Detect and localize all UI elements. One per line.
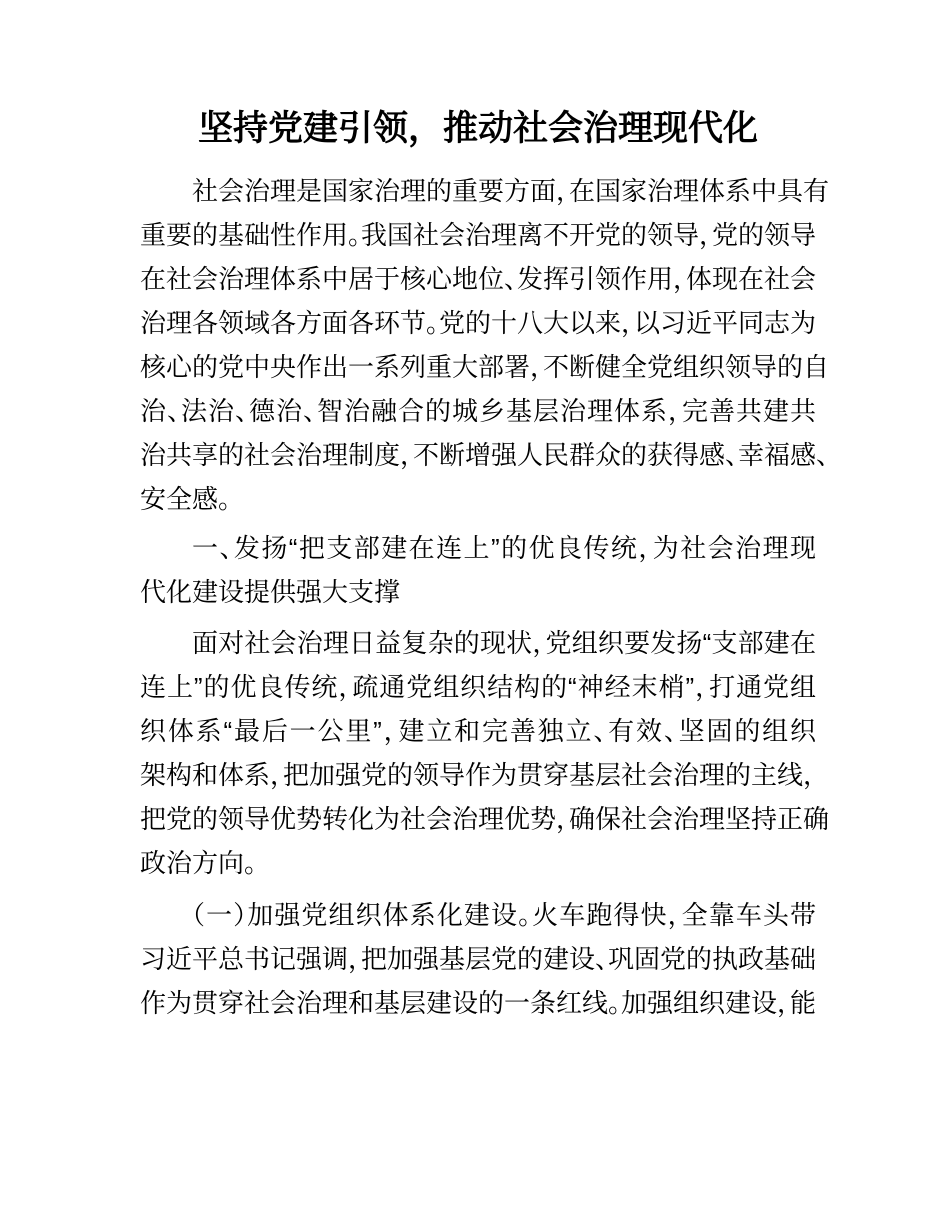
section-heading <box>140 526 816 614</box>
text-line: 治理各领域各方面各环节。党的十八大以来，以习近平同志为 <box>140 308 817 338</box>
text-line: 社会治理是国家治理的重要方面，在国家治理体系中具有 <box>192 176 830 206</box>
text-line: 作为贯穿社会治理和基层建设的一条红线。加强组织建设，能 <box>140 988 817 1018</box>
document-title: 坚持党建引领，推动社会治理现代化 <box>197 109 758 148</box>
text-line: 连上”的优良传统，疏通党组织结构的“神经末梢”，打通党组 <box>140 672 816 702</box>
text-line: 习近平总书记强调，把加强基层党的建设、巩固党的执政基础 <box>140 944 817 974</box>
paragraph-intro <box>140 169 830 521</box>
text-line: 重要的基础性作用。我国社会治理离不开党的领导，党的领导 <box>140 220 817 250</box>
text-line: （一）加强党组织体系化建设。火车跑得快，全靠车头带 <box>192 900 816 930</box>
heading-line: 一、发扬“把支部建在连上”的优良传统，为社会治理现 <box>192 533 816 563</box>
text-line: 核心的党中央作出一系列重大部署，不断健全党组织领导的自 <box>140 352 830 382</box>
text-line: 面对社会治理日益复杂的现状，党组织要发扬“支部建在 <box>192 628 816 658</box>
text-line: 在社会治理体系中居于核心地位、发挥引领作用，体现在社会 <box>140 264 817 294</box>
text-line: 安全感。 <box>140 484 232 514</box>
text-line: 把党的领导优势转化为社会治理优势，确保社会治理坚持正确 <box>140 804 830 834</box>
paragraph-body-2 <box>140 893 816 1025</box>
text-line: 织体系“最后一公里”，建立和完善独立、有效、坚固的组织 <box>140 716 816 746</box>
paragraph-body-1 <box>140 621 830 885</box>
text-line: 治、法治、德治、智治融合的城乡基层治理体系，完善共建共 <box>140 396 816 426</box>
text-line: 治共享的社会治理制度，不断增强人民群众的获得感、幸福感、 <box>140 440 830 470</box>
text-line: 政治方向。 <box>140 848 258 878</box>
heading-line: 代化建设提供强大支撑 <box>140 577 401 607</box>
text-line: 架构和体系，把加强党的领导作为贯穿基层社会治理的主线， <box>140 760 817 790</box>
